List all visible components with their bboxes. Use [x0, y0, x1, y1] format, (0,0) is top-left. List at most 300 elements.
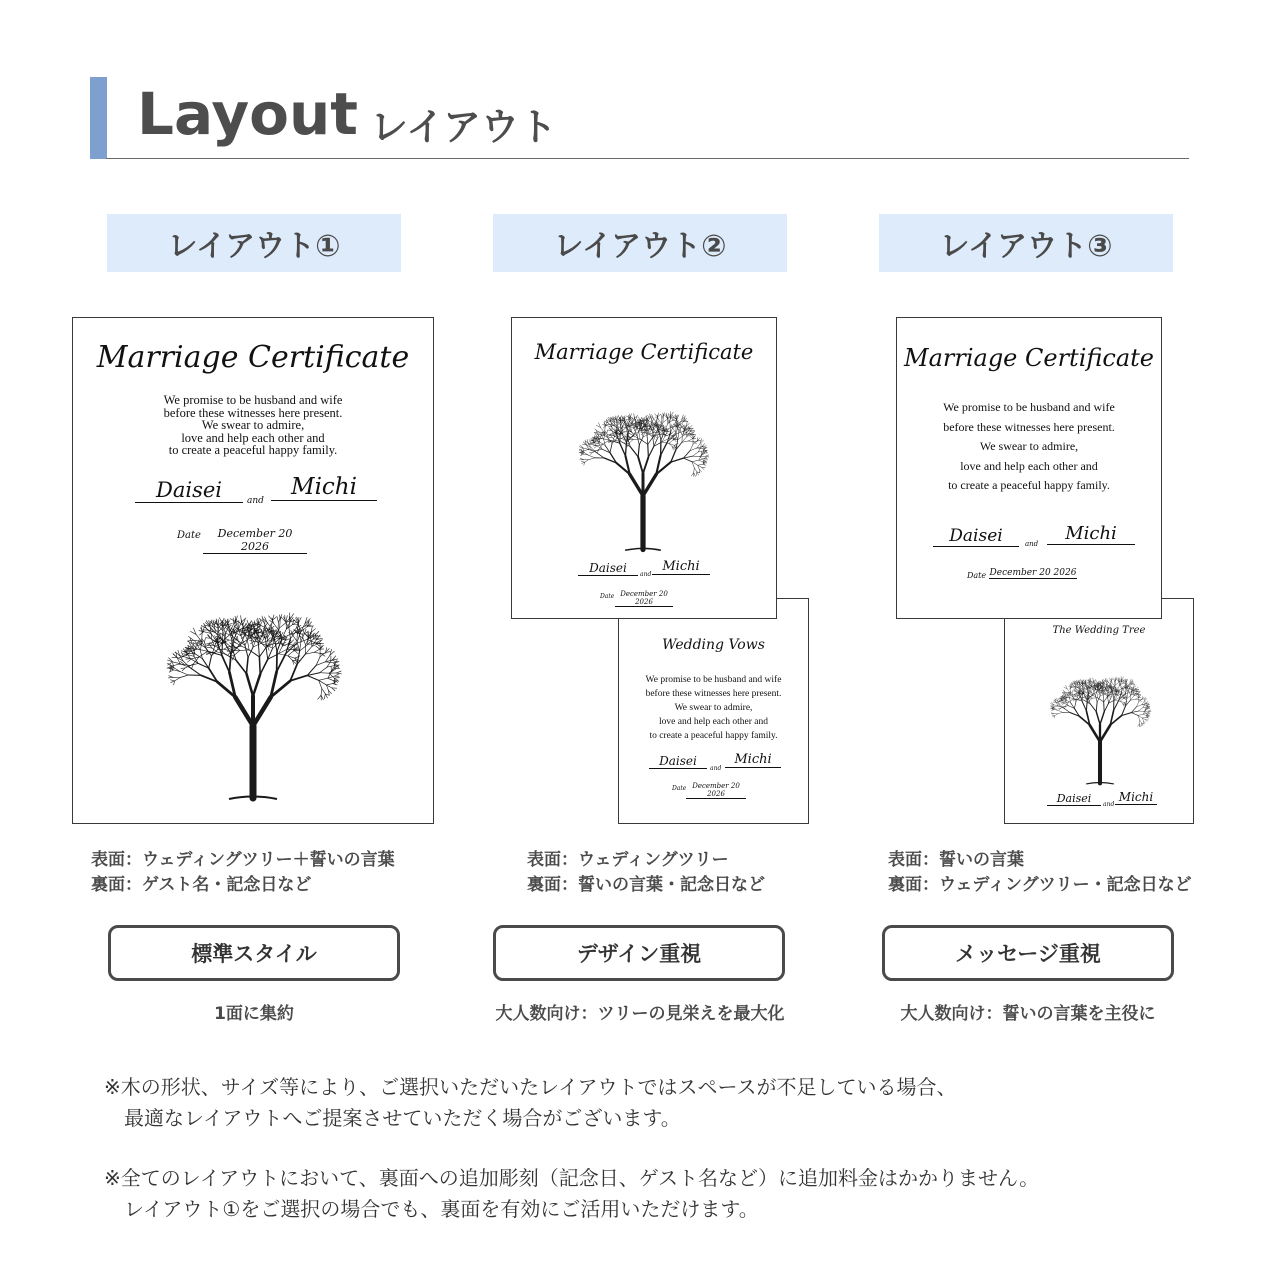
tree-branch: [1069, 687, 1071, 689]
tree-branch: [690, 436, 693, 438]
tree-branch: [647, 434, 648, 444]
tree-branch: [1063, 690, 1066, 692]
tree-branch: [1125, 692, 1131, 694]
vow-line: We promise to be husband and wife: [943, 400, 1115, 414]
tree-branch: [280, 623, 286, 628]
tree-branch: [1103, 694, 1104, 702]
tree-branch: [247, 640, 249, 650]
vow-line: before these witnesses here present.: [163, 405, 343, 420]
tree-branch: [304, 633, 308, 637]
signature-and: and: [640, 571, 652, 578]
tree-branch: [1055, 714, 1058, 716]
tree-branch: [612, 438, 616, 441]
tree-branch: [585, 460, 589, 462]
tree-branch: [249, 650, 259, 657]
tree-branch: [1072, 691, 1073, 694]
tree-branch: [643, 474, 656, 496]
tree-branch: [686, 430, 687, 436]
tree-branch: [601, 435, 605, 436]
tree-branch: [1127, 689, 1128, 693]
tree-branch: [580, 458, 583, 459]
date-label: Date: [672, 785, 687, 792]
tree-branch: [202, 638, 205, 642]
tree-branch: [1070, 691, 1072, 693]
tree-branch: [188, 640, 194, 641]
signature-name-1: Daisei: [578, 561, 638, 576]
note-2: [104, 1163, 1039, 1225]
tree-branch: [1104, 696, 1108, 702]
tree-branch: [605, 430, 607, 433]
tree-branch: [705, 455, 709, 456]
tree-branch: [334, 674, 339, 676]
signature-and: and: [1103, 801, 1115, 808]
design-focus-button[interactable]: デザイン重視: [493, 925, 785, 981]
page-title-japanese: レイアウト: [370, 105, 557, 149]
tree-branch: [314, 649, 319, 652]
tree-branch: [1135, 699, 1139, 700]
tree-branch: [1051, 713, 1054, 714]
signature-name-2: Michi: [725, 752, 781, 768]
tree-branch: [668, 413, 669, 417]
tree-branch: [1141, 723, 1142, 726]
tree-branch: [1090, 725, 1100, 742]
tree-branch: [610, 444, 612, 453]
tree-branch: [1100, 712, 1104, 725]
tree-branch: [1108, 697, 1109, 704]
tree-branch: [671, 412, 674, 416]
layout-2-back-card: [618, 598, 809, 824]
tree-branch: [679, 422, 684, 426]
tree-branch: [630, 474, 643, 496]
note-line: 最適なレイアウトへご提案させていただく場合がございます。: [104, 1106, 681, 1130]
tree-branch: [588, 458, 594, 460]
vow-text: [73, 394, 433, 457]
tree-branch: [629, 430, 632, 432]
page-title: Layout: [137, 80, 358, 148]
wedding-tree-illustration: [550, 384, 736, 554]
layout-2-subtitle: 大人数向け：ツリーの見栄えを最大化: [495, 1004, 785, 1024]
vow-line: before these witnesses here present.: [645, 689, 782, 699]
vow-line: We promise to be husband and wife: [645, 675, 782, 685]
tree-branch: [669, 440, 673, 443]
tree-branch: [1097, 692, 1098, 698]
tree-branch: [1072, 684, 1074, 686]
tree-branch: [639, 432, 640, 439]
tree-branch: [688, 441, 693, 442]
layout-3-label: レイアウト③: [879, 214, 1173, 272]
layout-3-front-card: [896, 317, 1162, 619]
tree-branch: [318, 695, 321, 699]
tree-branch: [693, 452, 699, 456]
tree-branch: [281, 640, 282, 646]
tree-branch: [1119, 678, 1120, 681]
tree-branch: [316, 646, 320, 649]
tree-branch: [1104, 682, 1105, 685]
tree-branch: [328, 678, 334, 680]
tree-branch: [1127, 693, 1128, 699]
signature-name-2: Michi: [271, 474, 377, 501]
tree-branch: [1115, 682, 1119, 685]
header-divider: [106, 158, 1189, 159]
tree-branch: [314, 652, 321, 653]
signature-name-2: Michi: [1047, 523, 1135, 545]
vow-line: We swear to admire,: [674, 703, 753, 713]
layout-1-subtitle: 1面に集約: [214, 1004, 294, 1024]
tree-branch: [614, 426, 618, 428]
tree-branch: [169, 676, 174, 678]
vow-line: love and help each other and: [181, 430, 325, 445]
tree-branch: [172, 664, 180, 666]
tree-branch: [661, 442, 668, 455]
tree-branch: [320, 667, 327, 673]
signature-and: and: [1025, 540, 1039, 548]
tree-branch: [1098, 698, 1104, 702]
tree-branch: [1076, 697, 1079, 699]
tree-branch: [334, 678, 339, 679]
date-label: Date: [177, 530, 201, 541]
tree-branch: [321, 688, 322, 695]
tree-branch: [1148, 710, 1151, 711]
tree-branch: [180, 671, 188, 675]
layout-1-label: レイアウト①: [107, 214, 401, 272]
tree-branch: [1074, 701, 1076, 708]
header-accent-bar: [90, 77, 107, 159]
tree-branch: [629, 439, 633, 443]
tree-branch: [277, 654, 286, 672]
vow-line: We swear to admire,: [979, 439, 1079, 453]
tree-branch: [200, 632, 204, 635]
tree-branch: [311, 638, 312, 646]
tree-branch: [603, 440, 610, 444]
tree-branch: [694, 468, 695, 473]
tree-branch: [699, 460, 703, 462]
note-line: ※全てのレイアウトにおいて、裏面への追加彫刻（記念日、ゲスト名など）に追加料金はかかりません。: [104, 1166, 1040, 1190]
tree-branches: [167, 613, 341, 799]
tree-branch: [694, 468, 697, 472]
tree-branch: [1053, 706, 1057, 707]
tree-branch: [696, 472, 697, 476]
tree-branch: [643, 457, 648, 473]
tree-branch: [1104, 703, 1108, 712]
tree-branch: [1052, 715, 1054, 716]
front-side-text: 表面：誓いの言葉: [888, 850, 1024, 870]
tree-branch: [691, 473, 694, 476]
layout-2-front-card: [511, 317, 777, 619]
date-value: December 20 2026: [203, 527, 307, 554]
tree-branch: [325, 662, 333, 663]
back-side-text: 裏面：ウェディングツリー・記念日など: [888, 875, 1192, 895]
tree-branch: [640, 439, 648, 444]
tree-branches: [1050, 676, 1151, 784]
date-value: December 20 2026: [989, 568, 1077, 578]
tree-branch: [204, 638, 205, 642]
tree-branch: [1138, 714, 1143, 715]
date-value: December 20 2026: [686, 782, 746, 799]
vow-line: We swear to admire,: [201, 418, 305, 432]
tree-branch: [1077, 687, 1080, 689]
tree-branch: [1100, 681, 1101, 684]
certificate-title: Marriage Certificate: [904, 344, 1154, 372]
tree-branch: [1133, 691, 1134, 696]
date-value: December 20 2026: [615, 590, 673, 607]
tree-branch: [259, 647, 266, 657]
tree-branch: [674, 444, 678, 446]
tree-branch: [1089, 691, 1091, 693]
wedding-tree-illustration: [137, 576, 369, 804]
tree-branch: [322, 688, 326, 693]
tree-branch: [300, 641, 301, 651]
tree-branch: [1090, 704, 1096, 712]
back-side-text: 裏面：ゲスト名・記念日など: [91, 875, 312, 895]
tree-branch: [1121, 677, 1123, 680]
tree-branch: [277, 617, 278, 622]
signature-and: and: [247, 496, 264, 506]
layout-3-back-card: [1004, 598, 1194, 824]
vow-line: to create a peaceful happy family.: [649, 731, 778, 741]
tree-branch: [1127, 695, 1132, 699]
layout-2-description: [527, 848, 765, 898]
tree-branch: [1114, 679, 1115, 682]
tree-branch: [648, 437, 653, 444]
tree-branches: [579, 411, 709, 550]
tree-branch: [175, 678, 180, 681]
tree-branch: [259, 657, 260, 674]
tree-branch: [678, 432, 679, 439]
tree-branch: [678, 435, 684, 440]
note-line: ※木の形状、サイズ等により、ご選択いただいたレイアウトではスペースが不足している場合、: [104, 1075, 957, 1099]
tree-branch: [588, 455, 594, 458]
tree-branch: [288, 651, 294, 656]
tree-branch: [1127, 689, 1129, 691]
tree-branch: [281, 632, 283, 636]
tree-branch: [1083, 697, 1085, 698]
tree-branch: [180, 675, 188, 678]
tree-branch: [643, 417, 644, 421]
front-side-text: 表面：ウェディングツリー＋誓いの言葉: [91, 850, 395, 870]
tree-branch: [1058, 712, 1063, 714]
tree-branch: [664, 426, 666, 429]
tree-branch: [290, 614, 294, 620]
tree-branch: [1140, 720, 1142, 723]
tree-branch: [299, 634, 301, 641]
tree-branch: [222, 655, 230, 672]
tree-title: The Wedding Tree: [1052, 625, 1146, 636]
tree-branch: [1082, 701, 1086, 711]
tree-branch: [253, 697, 271, 726]
tree-branch: [240, 650, 249, 651]
layout-1-card: [72, 317, 434, 824]
tree-branch: [235, 697, 253, 726]
tree-branch: [630, 447, 638, 457]
tree-branch: [594, 432, 598, 433]
tree-branch: [1142, 717, 1146, 718]
tree-branch: [280, 620, 281, 628]
signature-name-1: Daisei: [135, 478, 243, 503]
tree-branch: [253, 674, 260, 696]
vow-line: to create a peaceful happy family.: [168, 443, 338, 457]
tree-branch: [336, 671, 341, 673]
certificate-title: Marriage Certificate: [96, 340, 410, 375]
tree-branch: [692, 460, 699, 462]
tree-branch: [234, 638, 238, 641]
layout-3-description: [888, 848, 1192, 898]
tree-branch: [607, 422, 610, 424]
tree-branch: [681, 424, 682, 428]
standard-style-button[interactable]: 標準スタイル: [108, 925, 400, 981]
tree-branch: [676, 431, 684, 434]
tree-branch: [648, 446, 654, 457]
tree-branch: [1067, 695, 1070, 696]
tree-branch: [319, 678, 328, 680]
tree-branch: [1095, 695, 1097, 702]
tree-branch: [246, 674, 253, 696]
tree-branch: [1096, 712, 1100, 725]
tree-branch: [209, 656, 212, 668]
tree-branch: [1135, 698, 1138, 700]
signature-and: and: [710, 765, 722, 772]
tree-branch: [661, 414, 662, 418]
tree-branch: [204, 627, 208, 630]
tree-branch: [266, 639, 267, 648]
note-1: [104, 1072, 957, 1134]
tree-branch: [1124, 701, 1127, 702]
tree-branch: [326, 684, 332, 685]
tree-branch: [236, 660, 246, 674]
vow-line: We promise to be husband and wife: [163, 393, 343, 407]
tree-branch: [677, 428, 680, 430]
tree-branch: [245, 645, 248, 657]
tree-branch: [212, 648, 217, 652]
tree-branch: [170, 680, 174, 681]
tree-branch: [199, 651, 208, 657]
tree-branch: [188, 636, 193, 640]
tree-branch: [583, 449, 589, 451]
tree-branch: [214, 632, 220, 635]
tree-branch: [663, 419, 668, 423]
tree-branch: [603, 426, 606, 429]
vow-line: to create a peaceful happy family.: [948, 478, 1110, 492]
tree-branch: [1116, 692, 1117, 696]
front-side-text: 表面：ウェディングツリー: [527, 850, 729, 870]
tree-branch: [1130, 688, 1132, 690]
tree-branch: [638, 457, 643, 474]
tree-branch: [1129, 691, 1131, 695]
certificate-title: Marriage Certificate: [534, 340, 754, 364]
vow-line: love and help each other and: [659, 717, 768, 727]
tree-branch: [680, 431, 682, 436]
tree-branch: [1137, 724, 1139, 726]
tree-branch: [297, 639, 308, 643]
tree-branch: [295, 656, 300, 658]
tree-branch: [224, 649, 228, 650]
tree-branch: [1143, 714, 1146, 715]
tree-branch: [1089, 698, 1092, 701]
tree-branch: [678, 427, 679, 432]
tree-branch: [1136, 687, 1138, 690]
tree-branch: [1096, 702, 1097, 711]
tree-branch: [196, 645, 201, 646]
vow-text: [897, 398, 1161, 496]
tree-branch: [1114, 700, 1119, 710]
tree-branch: [1100, 725, 1110, 742]
tree-branch: [1128, 684, 1132, 687]
tree-branch: [648, 444, 649, 457]
tree-branch: [621, 439, 624, 440]
tree-branch: [303, 638, 306, 645]
tree-branch: [1142, 705, 1147, 706]
tree-branch: [299, 635, 303, 638]
tree-branch: [581, 461, 584, 462]
tree-branch: [698, 464, 703, 465]
tree-branch: [168, 677, 173, 678]
tree-branch: [664, 432, 665, 437]
tree-branch: [1131, 713, 1138, 716]
tree-branch: [683, 458, 692, 462]
date-label: Date: [967, 571, 987, 580]
tree-branch: [1069, 699, 1074, 702]
signature-name-1: Daisei: [1047, 792, 1101, 806]
tree-branch: [266, 648, 268, 659]
tree-branch: [1116, 688, 1117, 690]
message-focus-button[interactable]: メッセージ重視: [882, 925, 1174, 981]
tree-branch: [1058, 710, 1063, 712]
signature-name-1: Daisei: [649, 754, 707, 769]
date-label: Date: [600, 593, 615, 600]
back-side-text: 裏面：誓いの言葉・記念日など: [527, 875, 765, 895]
tree-branch: [620, 443, 626, 456]
tree-branch: [689, 425, 692, 428]
layout-2-label: レイアウト②: [493, 214, 787, 272]
tree-branch: [301, 626, 308, 631]
tree-branch: [607, 430, 608, 433]
signature-name-1: Daisei: [933, 526, 1019, 547]
tree-branch: [697, 448, 703, 449]
tree-branch: [638, 445, 639, 457]
vow-line: love and help each other and: [960, 458, 1098, 473]
signature-name-2: Michi: [1115, 790, 1157, 805]
tree-branch: [260, 622, 262, 627]
tree-branch: [234, 650, 240, 655]
tree-branch: [202, 633, 203, 641]
tree-branch: [258, 644, 259, 657]
layout-1-description: [91, 848, 395, 898]
vows-title: Wedding Vows: [662, 637, 765, 653]
tree-branch: [260, 659, 268, 674]
tree-branch: [253, 621, 254, 627]
tree-branch: [1120, 699, 1123, 702]
tree-branch: [324, 694, 325, 699]
tree-branch: [1138, 708, 1142, 711]
tree-branch: [681, 427, 684, 430]
tree-branch: [653, 438, 654, 446]
tree-branch: [297, 634, 298, 641]
tree-branch: [1147, 712, 1150, 713]
vow-text: [619, 673, 808, 743]
tree-branch: [704, 457, 707, 459]
tree-branch: [246, 658, 248, 674]
tree-branch: [300, 645, 308, 652]
tree-branch: [688, 439, 692, 441]
signature-name-2: Michi: [652, 559, 710, 575]
tree-branch: [303, 629, 304, 634]
tree-branch: [307, 675, 318, 680]
wedding-tree-illustration: [1033, 651, 1167, 791]
tree-branch: [1136, 696, 1138, 698]
vow-line: before these witnesses here present.: [943, 419, 1115, 434]
tree-branch: [286, 616, 287, 622]
note-line: レイアウト①をご選択の場合でも、裏面を有効にご活用いただけます。: [104, 1197, 759, 1221]
tree-branch: [637, 436, 639, 445]
